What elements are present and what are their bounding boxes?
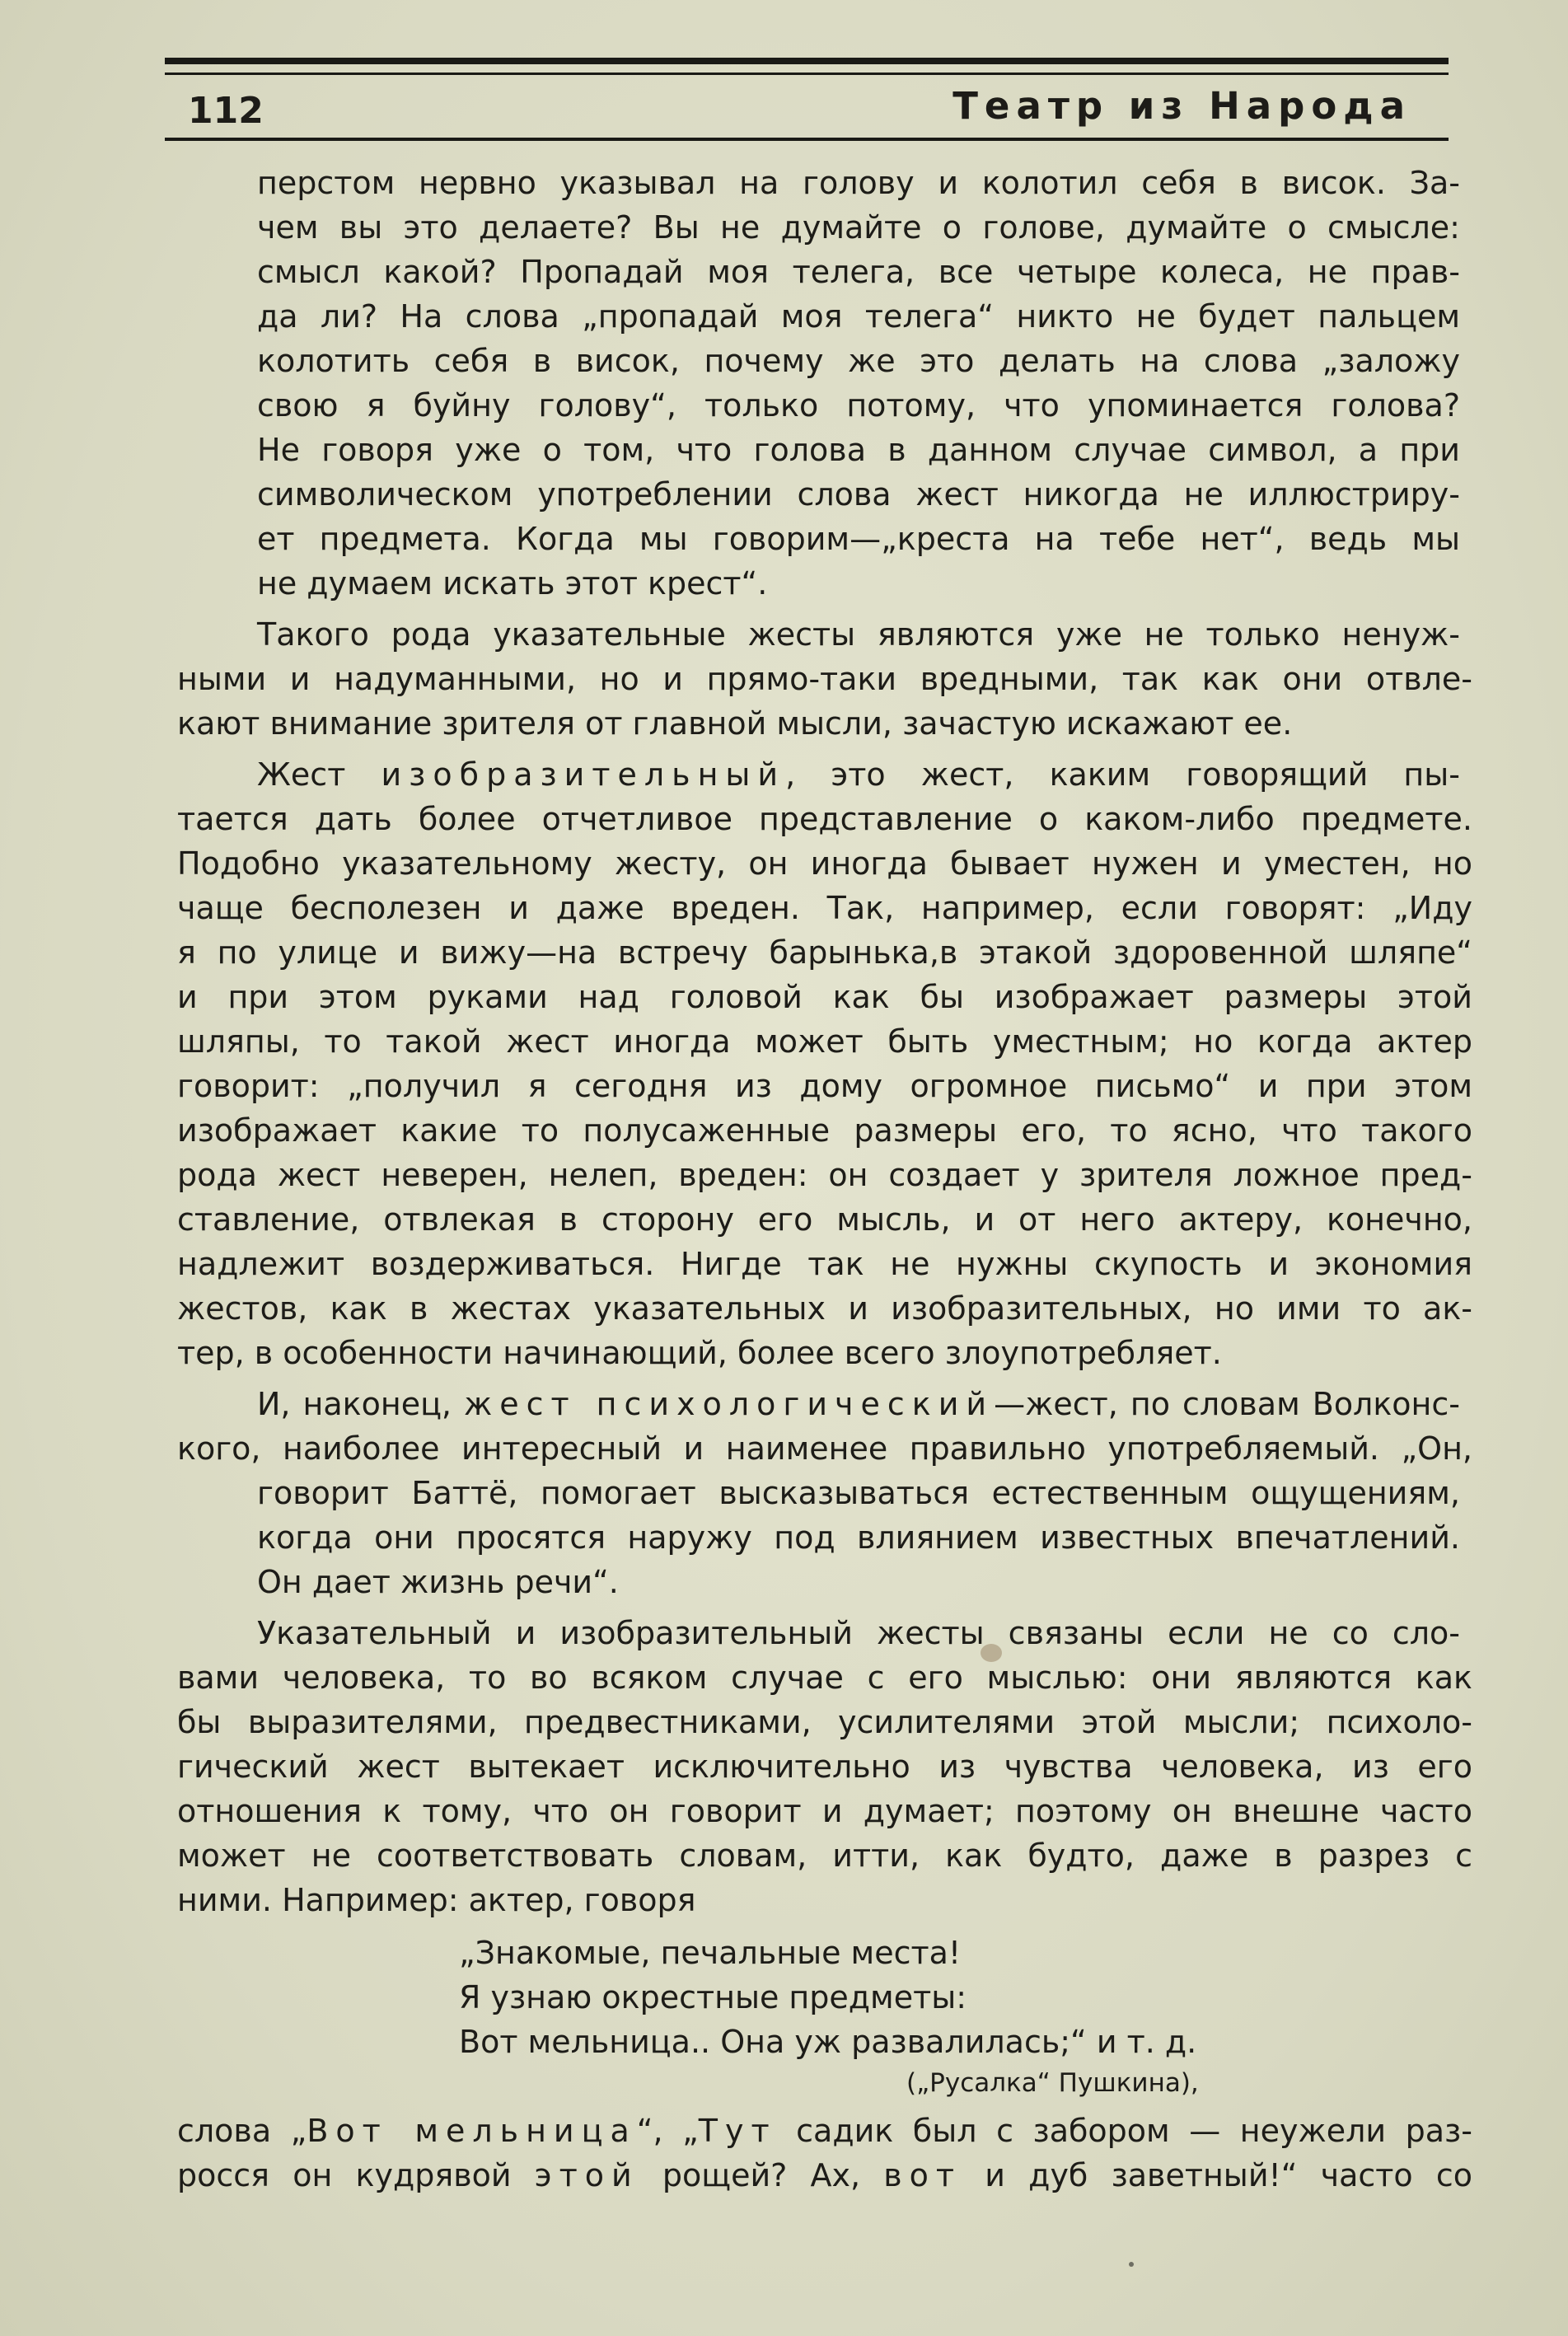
text-run: слова „ — [177, 2113, 307, 2149]
spaced-term: этой — [534, 2157, 639, 2193]
paper-speck — [1129, 2262, 1134, 2267]
text-line: может не соответствовать словам, итти, как будто, даже в разрез с — [177, 1837, 1472, 1874]
verse-line: Я узнаю окрестные предметы: — [459, 1979, 967, 2015]
text-line: Не говоря уже о том, что голова в данном случае символ, а при — [257, 432, 1460, 468]
text-line: когда они просятся наружу под влиянием известных впечатлений. — [257, 1519, 1460, 1556]
text-line: гический жест вытекает исключительно из чувства человека, из его — [177, 1748, 1472, 1785]
text-line: надлежит воздерживаться. Нигде так не нужны скупость и экономия — [177, 1246, 1472, 1282]
text-line: Указательный и изобразительный жесты связаны если не со сло- — [257, 1615, 1460, 1651]
text-run: Жест — [257, 756, 381, 793]
text-line: вами человека, то во всяком случае с его мыслью: они являются как — [177, 1660, 1472, 1696]
text-run: “, „ — [636, 2113, 699, 2149]
page-number: 112 — [188, 90, 264, 132]
text-line: рода жест неверен, нелеп, вреден: он создает у зрителя ложное пред- — [177, 1157, 1472, 1193]
text-line: Он дает жизнь речи“. — [257, 1564, 619, 1600]
running-title: Театр из Народа — [953, 84, 1411, 128]
spaced-term: Вот мельница — [307, 2113, 637, 2149]
text-line — [257, 1381, 1460, 1427]
text-line: тается дать более отчетливое представление о каком-либо предмете. — [177, 801, 1472, 837]
verse-line: Вот мельница.. Она уж развалилась;“ и т. д. — [459, 2024, 1197, 2060]
text-line: говорит Баттё, помогает высказываться естественным ощущениям, — [257, 1475, 1460, 1511]
spaced-term: вот — [883, 2157, 962, 2193]
text-run: садик был с забором — неужели раз- — [776, 2113, 1472, 2149]
text-line — [177, 2108, 1472, 2154]
text-line: отношения к тому, что он говорит и думает; поэтому он внешне часто — [177, 1793, 1472, 1829]
spaced-term: жест психологический — [464, 1386, 995, 1422]
verse-line: „Знакомые, печальные места! — [459, 1935, 962, 1971]
text-line: да ли? На слова „пропадай моя телега“ никто не будет пальцем — [257, 298, 1460, 335]
header-rule-top — [165, 58, 1449, 64]
header-rule-thin — [165, 73, 1449, 75]
text-line: жестов, как в жестах указательных и изобразительных, но ими то ак- — [177, 1290, 1472, 1327]
text-line: тер, в особенности начинающий, более всего злоупотребляет. — [177, 1335, 1222, 1371]
verse-source: („Русалка“ Пушкина), — [906, 2068, 1199, 2098]
text-line: Такого рода указательные жесты являются уже не только ненуж- — [257, 616, 1460, 653]
text-line: я по улице и вижу—на встречу барынька,в этакой здоровенной шляпе“ — [177, 934, 1472, 971]
text-line: перстом нервно указывал на голову и колотил себя в висок. За- — [257, 165, 1460, 201]
text-run: росся он кудрявой — [177, 2157, 535, 2193]
spaced-term: Тут — [698, 2113, 777, 2149]
text-line: кают внимание зрителя от главной мысли, зачастую искажают ее. — [177, 705, 1293, 742]
text-line: кого, наиболее интересный и наименее правильно употребляемый. „Он, — [177, 1430, 1472, 1467]
text-line: изображает какие то полусаженные размеры его, то ясно, что такого — [177, 1112, 1472, 1149]
text-line: бы выразителями, предвестниками, усилителями этой мысли; психоло- — [177, 1704, 1472, 1740]
text-line: свою я буйну голову“, только потому, что упоминается голова? — [257, 387, 1460, 424]
text-line: и при этом руками над головой как бы изображает размеры этой — [177, 979, 1472, 1015]
text-line: ставление, отвлекая в сторону его мысль, и от него актеру, конечно, — [177, 1201, 1472, 1238]
text-line: ними. Например: актер, говоря — [177, 1882, 696, 1918]
text-line — [177, 2152, 1472, 2198]
text-line: говорит: „получил я сегодня из дому огромное письмо“ и при этом — [177, 1068, 1472, 1104]
text-line: ными и надуманными, но и прямо-таки вредными, так как они отвле- — [177, 661, 1472, 697]
text-line: шляпы, то такой жест иногда может быть уместным; но когда актер — [177, 1023, 1472, 1060]
header-rule-bottom — [165, 138, 1449, 141]
text-line: чаще бесполезен и даже вреден. Так, например, если говорят: „Иду — [177, 890, 1472, 926]
text-run: , это жест, каким говорящий пы- — [785, 756, 1460, 793]
text-line: чем вы это делаете? Вы не думайте о голове, думайте о смысле: — [257, 209, 1460, 246]
text-line: символическом употреблении слова жест никогда не иллюстриру- — [257, 476, 1460, 513]
text-run: рощей? Ах, — [639, 2157, 884, 2193]
text-line: смысл какой? Пропадай моя телега, все четыре колеса, не прав- — [257, 254, 1460, 290]
text-line — [257, 751, 1460, 798]
text-line: Подобно указательному жесту, он иногда бывает нужен и уместен, но — [177, 845, 1472, 882]
text-line: не думаем искать этот крест“. — [257, 565, 768, 602]
text-run: —жест, по словам Волконс- — [994, 1386, 1460, 1422]
text-line: колотить себя в висок, почему же это делать на слова „заложу — [257, 343, 1460, 379]
text-run: И, наконец, — [257, 1386, 465, 1422]
text-line: ет предмета. Когда мы говорим—„креста на тебе нет“, ведь мы — [257, 521, 1460, 557]
spaced-term: изобразительный — [381, 756, 786, 793]
text-run: и дуб заветный!“ часто со — [962, 2157, 1472, 2193]
